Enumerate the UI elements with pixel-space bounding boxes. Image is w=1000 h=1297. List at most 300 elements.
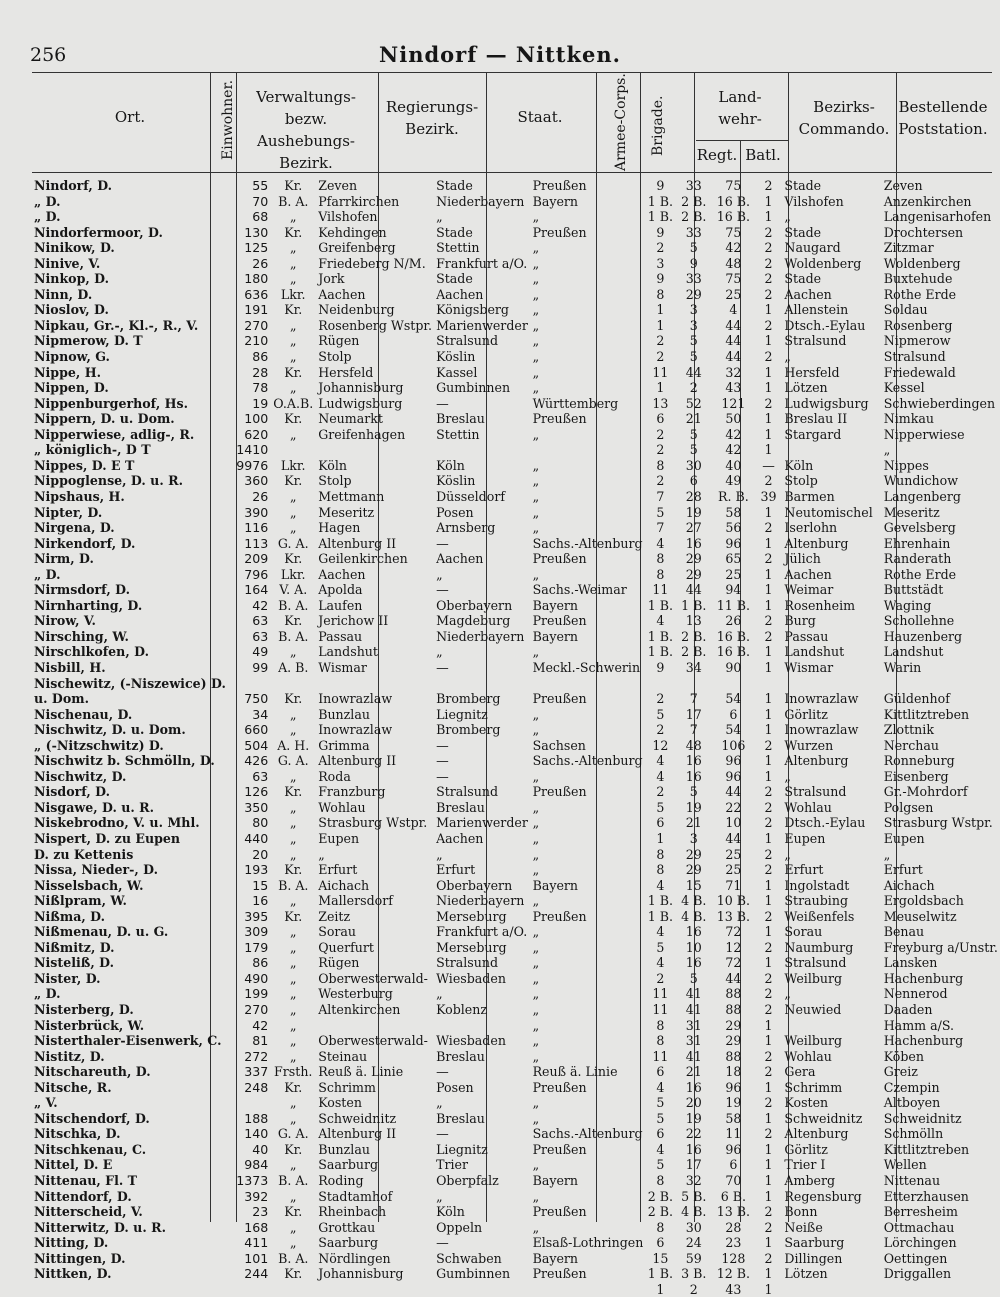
population: 395: [244, 908, 269, 924]
population: 272: [244, 1048, 269, 1064]
brigade: 10: [685, 939, 702, 955]
post-station: Wundichow: [883, 473, 958, 489]
admin-type: „: [289, 1048, 297, 1064]
post-station: Lörchingen: [883, 1235, 957, 1251]
landwehr-regiment: 70: [725, 1173, 742, 1189]
state: Preußen: [532, 1204, 587, 1220]
landwehr-regiment: 88: [725, 1048, 742, 1064]
state: „: [532, 1033, 540, 1049]
post-station: Czempin: [883, 1079, 940, 1095]
place-name: Nindorfermoor, D.: [34, 224, 163, 240]
brigade: 59: [685, 1250, 702, 1266]
landwehr-battalion: 2: [764, 846, 773, 862]
army-corps: 7: [656, 488, 665, 504]
brigade: 7: [689, 691, 698, 707]
state: „: [532, 924, 540, 940]
state: Reuß ä. Linie: [532, 1064, 618, 1080]
army-corps: 1 B.: [647, 628, 674, 644]
landwehr-battalion: 1: [764, 691, 773, 707]
army-corps: 8: [656, 1033, 665, 1049]
admin-type: „: [289, 768, 297, 784]
state: „: [532, 939, 540, 955]
district-command: Erfurt: [784, 862, 824, 878]
landwehr-regiment: 54: [725, 722, 742, 738]
state: „: [532, 333, 540, 349]
district-command: Weimar: [784, 582, 834, 598]
population: 209: [244, 551, 269, 567]
army-corps: 1: [656, 317, 665, 333]
admin-type: „: [289, 893, 297, 909]
admin-type: Kr.: [284, 784, 303, 800]
government-district: Köslin: [436, 349, 476, 365]
post-station: Strasburg Wstpr.: [883, 815, 993, 831]
admin-district: Eupen: [318, 830, 360, 846]
government-district: —: [436, 737, 449, 753]
brigade: [675, 676, 712, 692]
table-row: [32, 924, 1000, 940]
place-name: Nisdorf, D.: [34, 784, 110, 800]
brigade: 44: [685, 364, 702, 380]
brigade: 3: [689, 317, 698, 333]
population: 248: [244, 1079, 269, 1095]
admin-type: „: [289, 799, 297, 815]
brigade: 2: [689, 1281, 698, 1297]
post-station: Oettingen: [883, 1250, 948, 1266]
landwehr-battalion: 1: [764, 504, 773, 520]
post-station: Benau: [883, 924, 925, 940]
district-command: Barmen: [784, 488, 835, 504]
district-command: Schweidnitz: [784, 1110, 863, 1126]
running-header: [0, 40, 1000, 70]
place-name: Nirkendorf, D.: [34, 535, 136, 551]
government-district: Aachen: [436, 551, 484, 567]
post-station: Ronneburg: [883, 753, 955, 769]
state: Sachs.-Weimar: [532, 582, 627, 598]
government-district: Kassel: [436, 364, 478, 380]
state: Meckl.-Schwerin: [532, 659, 641, 675]
admin-district: Grottkau: [318, 1219, 376, 1235]
landwehr-regiment: 42: [725, 426, 742, 442]
government-district: Breslau: [436, 1048, 485, 1064]
landwehr-battalion: 39: [760, 488, 777, 504]
table-row: [32, 567, 1000, 583]
place-name: Nirnharting, D.: [34, 597, 143, 613]
table-row: [32, 769, 1000, 785]
place-name: Nirsching, W.: [34, 628, 129, 644]
brigade: 17: [685, 706, 702, 722]
landwehr-regiment: 25: [725, 566, 742, 582]
government-district: [434, 1282, 531, 1297]
admin-district: Greifenberg: [318, 240, 396, 256]
place-name: Nindorf, D.: [34, 178, 113, 194]
landwehr-regiment: 25: [725, 846, 742, 862]
army-corps: 4: [656, 924, 665, 940]
admin-type: „: [289, 1235, 297, 1251]
place-name: Nittel, D. E: [34, 1157, 113, 1173]
brigade: 2: [689, 380, 698, 396]
population: 984: [244, 1157, 269, 1173]
col-armee: Armee-Corps.: [613, 73, 629, 171]
population: 411: [244, 1235, 269, 1251]
landwehr-battalion: 2: [764, 815, 773, 831]
admin-type: Kr.: [284, 224, 303, 240]
state: [531, 676, 646, 692]
army-corps: 6: [656, 1235, 665, 1251]
landwehr-regiment: R. B.: [718, 488, 749, 504]
state: „: [532, 1048, 540, 1064]
landwehr-regiment: 16 B.: [716, 628, 751, 644]
admin-type: G. A.: [277, 753, 309, 769]
brigade: 48: [685, 737, 702, 753]
government-district: Wiesbaden: [436, 1033, 506, 1049]
state: „: [532, 426, 540, 442]
population: 116: [244, 520, 269, 536]
state: Preußen: [532, 1141, 587, 1157]
landwehr-battalion: 2: [764, 551, 773, 567]
landwehr-battalion: 2: [764, 1250, 773, 1266]
population: 244: [244, 1266, 269, 1282]
district-command: Naumburg: [784, 939, 854, 955]
district-command: [782, 1282, 881, 1297]
table-row: [32, 691, 1000, 707]
top-rule: [32, 72, 992, 73]
admin-type: B. A.: [278, 1173, 309, 1189]
army-corps: 3: [656, 255, 665, 271]
district-command: Rosenheim: [784, 597, 856, 613]
post-station: Warin: [883, 659, 922, 675]
army-corps: 8: [656, 862, 665, 878]
government-district: Köslin: [436, 473, 476, 489]
government-district: Breslau: [436, 799, 485, 815]
table-row: [32, 194, 1000, 210]
brigade: 4 B.: [681, 893, 707, 909]
landwehr-battalion: 1: [764, 209, 773, 225]
admin-district: [316, 442, 434, 458]
landwehr-battalion: 1: [764, 768, 773, 784]
admin-type: Kr.: [284, 1141, 303, 1157]
admin-type: Kr.: [284, 1079, 303, 1095]
admin-type: „: [289, 970, 297, 986]
post-station: Köben: [883, 1048, 924, 1064]
army-corps: 12: [652, 737, 669, 753]
admin-type: Kr.: [284, 1204, 303, 1220]
post-station: Ehrenhain: [883, 535, 951, 551]
admin-type: Frsth.: [274, 1064, 313, 1080]
district-command: Wohlau: [784, 799, 832, 815]
population: 34: [252, 706, 269, 722]
district-command: Kosten: [784, 1095, 829, 1111]
table-row: [32, 598, 1000, 614]
state: „: [532, 1219, 540, 1235]
post-station: Meseritz: [883, 504, 940, 520]
district-command: Wurzen: [784, 737, 834, 753]
admin-district: Stolp: [318, 349, 352, 365]
population: 179: [244, 939, 269, 955]
table-row: [32, 971, 1000, 987]
army-corps: 9: [656, 659, 665, 675]
brigade: 41: [685, 1048, 702, 1064]
table-row: [32, 893, 1000, 909]
admin-district: Aichach: [318, 877, 370, 893]
post-station: Eisenberg: [883, 768, 949, 784]
admin-type: Kr.: [284, 364, 303, 380]
government-district: Liegnitz: [436, 706, 488, 722]
admin-type: „: [289, 1110, 297, 1126]
brigade: 30: [685, 457, 702, 473]
admin-district: Friedeberg N/M.: [318, 255, 426, 271]
admin-district: Stolp: [318, 473, 352, 489]
brigade: 19: [685, 1110, 702, 1126]
population: 80: [252, 815, 269, 831]
brigade: 5 B.: [681, 1188, 707, 1204]
admin-type: „: [289, 1002, 297, 1017]
brigade: 19: [685, 799, 702, 815]
admin-district: Strasburg Wstpr.: [318, 815, 428, 831]
table-row: [32, 862, 1000, 878]
admin-district: Bunzlau: [318, 706, 370, 722]
landwehr-battalion: 1: [764, 1017, 773, 1033]
col-landwehr: Land- wehr-: [718, 88, 762, 128]
landwehr-battalion: 2: [764, 1048, 773, 1064]
population: 63: [252, 613, 269, 629]
table-row: [32, 878, 1000, 894]
army-corps: 11: [652, 582, 669, 598]
landwehr-battalion: 2: [764, 271, 773, 287]
admin-district: Jork: [318, 271, 345, 287]
landwehr-regiment: 40: [725, 457, 742, 473]
brigade: 4 B.: [681, 1204, 707, 1220]
admin-district: Meseritz: [318, 504, 375, 520]
landwehr-battalion: 1: [764, 582, 773, 598]
state: „: [532, 722, 540, 738]
post-station: Ottmachau: [883, 1219, 955, 1235]
population: 392: [244, 1188, 269, 1204]
government-district: Düsseldorf: [436, 488, 506, 504]
population: 113: [244, 535, 269, 551]
admin-district: Mettmann: [318, 488, 385, 504]
state: Bayern: [532, 1173, 579, 1189]
population: 99: [252, 659, 269, 675]
government-district: Stralsund: [436, 784, 499, 800]
army-corps: 8: [656, 846, 665, 862]
state: „: [532, 768, 540, 784]
government-district: Liegnitz: [436, 1141, 488, 1157]
landwehr-battalion: 1: [764, 1281, 773, 1297]
landwehr-regiment: 75: [725, 178, 742, 194]
district-command: Inowrazlaw: [784, 691, 859, 707]
landwehr-regiment: 96: [725, 768, 742, 784]
table-row: [32, 396, 1000, 412]
state: „: [532, 488, 540, 504]
table-row: [32, 784, 1000, 800]
population: 86: [252, 955, 269, 971]
landwehr-regiment: 25: [725, 862, 742, 878]
place-name: „ D.: [34, 986, 61, 1002]
landwehr-rule: [696, 140, 788, 141]
state: „: [532, 815, 540, 831]
landwehr-regiment: 18: [725, 1064, 742, 1080]
landwehr-battalion: 2: [764, 317, 773, 333]
admin-district: Vilshofen: [318, 209, 378, 225]
admin-district: Apolda: [318, 582, 363, 598]
population: 164: [244, 582, 269, 598]
brigade: 17: [685, 1157, 702, 1173]
post-station: Schwieberdingen: [883, 395, 996, 411]
table-row: [32, 1189, 1000, 1205]
army-corps: 4: [656, 955, 665, 971]
post-station: Nippes: [883, 457, 929, 473]
admin-type: Kr.: [284, 1266, 303, 1282]
admin-type: Kr.: [284, 862, 303, 878]
district-command: „: [784, 768, 791, 784]
government-district: [434, 1018, 531, 1034]
landwehr-battalion: 1: [764, 426, 773, 442]
admin-type: A. B.: [278, 659, 309, 675]
landwehr-regiment: 10: [725, 815, 742, 831]
brigade: 33: [685, 224, 702, 240]
army-corps: 1: [656, 302, 665, 318]
landwehr-regiment: 42: [725, 442, 742, 458]
table-row: [32, 520, 1000, 536]
place-name: Nisterthaler-Eisenwerk, C.: [34, 1033, 222, 1049]
government-district: Schwaben: [436, 1250, 502, 1266]
state: „: [532, 271, 540, 287]
state: Bayern: [532, 628, 579, 644]
state: Preußen: [532, 551, 587, 567]
admin-type: A. H.: [277, 737, 310, 753]
post-station: Rosenberg: [883, 317, 953, 333]
col-verwaltung: Verwaltungs- bezw. Aushebungs- Bezirk.: [256, 88, 356, 172]
landwehr-battalion: 1: [764, 1235, 773, 1251]
government-district: Gumbinnen: [436, 1266, 511, 1282]
admin-district: Steinau: [318, 1048, 368, 1064]
place-name: Nippen, D.: [34, 380, 109, 396]
table-row: [32, 240, 1000, 256]
district-command: Wohlau: [784, 1048, 832, 1064]
state: Preußen: [532, 1266, 587, 1282]
admin-type: „: [289, 240, 297, 256]
table-row: [32, 1080, 1000, 1096]
landwehr-regiment: 11: [725, 1126, 742, 1142]
population: 126: [244, 784, 269, 800]
army-corps: 11: [652, 364, 669, 380]
district-command: Neutomischel: [784, 504, 873, 520]
state: [531, 1282, 646, 1297]
population: 140: [244, 1126, 269, 1142]
place-name: Nißlpram, W.: [34, 893, 127, 909]
army-corps: 8: [656, 1219, 665, 1235]
government-district: „: [436, 644, 443, 660]
brigade: 33: [685, 271, 702, 287]
government-district: Oberbayern: [436, 597, 513, 613]
government-district: Stade: [436, 271, 473, 287]
admin-district: Sorau: [318, 924, 357, 940]
landwehr-battalion: 1: [764, 442, 773, 458]
place-name: Nisbill, H.: [34, 659, 106, 675]
government-district: „: [436, 846, 443, 862]
table-row: [32, 800, 1000, 816]
brigade: 2 B.: [681, 209, 707, 225]
table-row: [32, 1235, 1000, 1251]
landwehr-regiment: 48: [725, 255, 742, 271]
brigade: 32: [685, 1173, 702, 1189]
state: Elsaß-Lothringen: [532, 1235, 644, 1251]
post-station: [882, 676, 1000, 692]
table-row: [32, 1064, 1000, 1080]
table-row: [32, 613, 1000, 629]
army-corps: 11: [652, 1048, 669, 1064]
district-command: „: [784, 846, 791, 862]
brigade: 19: [685, 504, 702, 520]
district-command: [782, 442, 881, 458]
col-staat: Staat.: [517, 108, 563, 126]
landwehr-battalion: 2: [764, 1204, 773, 1220]
table-row: [32, 815, 1000, 831]
brigade: 21: [685, 1064, 702, 1080]
post-station: Randerath: [883, 551, 952, 567]
army-corps: 6: [656, 1064, 665, 1080]
admin-district: Oberwesterwald-: [318, 1033, 428, 1049]
army-corps: 2: [656, 691, 665, 707]
landwehr-regiment: 106: [721, 737, 746, 753]
landwehr-battalion: 1: [764, 830, 773, 846]
place-name: Nißma, D.: [34, 908, 105, 924]
brigade: 6: [689, 473, 698, 489]
admin-district: Rügen: [318, 333, 360, 349]
state: Sachs.-Altenburg: [532, 753, 643, 769]
army-corps: 11: [652, 986, 669, 1002]
army-corps: 1 B.: [647, 644, 674, 660]
table-row: [32, 1220, 1000, 1236]
admin-district: Aachen: [318, 566, 366, 582]
landwehr-regiment: 6 B.: [720, 1188, 747, 1204]
landwehr-regiment: 44: [725, 333, 742, 349]
brigade: 29: [685, 862, 702, 878]
brigade: 33: [685, 178, 702, 194]
state: „: [532, 504, 540, 520]
table-row: [32, 847, 1000, 863]
state: „: [532, 986, 540, 1002]
army-corps: 15: [652, 1250, 669, 1266]
landwehr-battalion: 2: [764, 520, 773, 536]
brigade: 3: [689, 830, 698, 846]
population: 309: [244, 924, 269, 940]
state: „: [532, 457, 540, 473]
district-command: Vilshofen: [784, 193, 844, 209]
admin-type: B. A.: [278, 877, 309, 893]
state: „: [532, 349, 540, 365]
state: „: [532, 209, 540, 225]
post-station: Hachenburg: [883, 970, 964, 986]
brigade: 27: [685, 520, 702, 536]
post-station: Schmölln: [883, 1126, 944, 1142]
landwehr-regiment: 44: [725, 784, 742, 800]
admin-district: Kosten: [318, 1095, 362, 1111]
army-corps: 1 B.: [647, 597, 674, 613]
landwehr-regiment: 12 B.: [716, 1266, 751, 1282]
district-command: Stralsund: [784, 955, 847, 971]
state: Sachs.-Altenburg: [532, 1126, 643, 1142]
admin-type: Lkr.: [280, 286, 306, 302]
post-station: Nimkau: [883, 411, 934, 427]
population: 86: [252, 349, 269, 365]
army-corps: 5: [656, 1157, 665, 1173]
army-corps: 1 B.: [647, 893, 674, 909]
government-district: [434, 442, 531, 458]
place-name: Ninikow, D.: [34, 240, 115, 256]
district-command: Schrimm: [784, 1079, 843, 1095]
post-station: Soldau: [883, 302, 928, 318]
